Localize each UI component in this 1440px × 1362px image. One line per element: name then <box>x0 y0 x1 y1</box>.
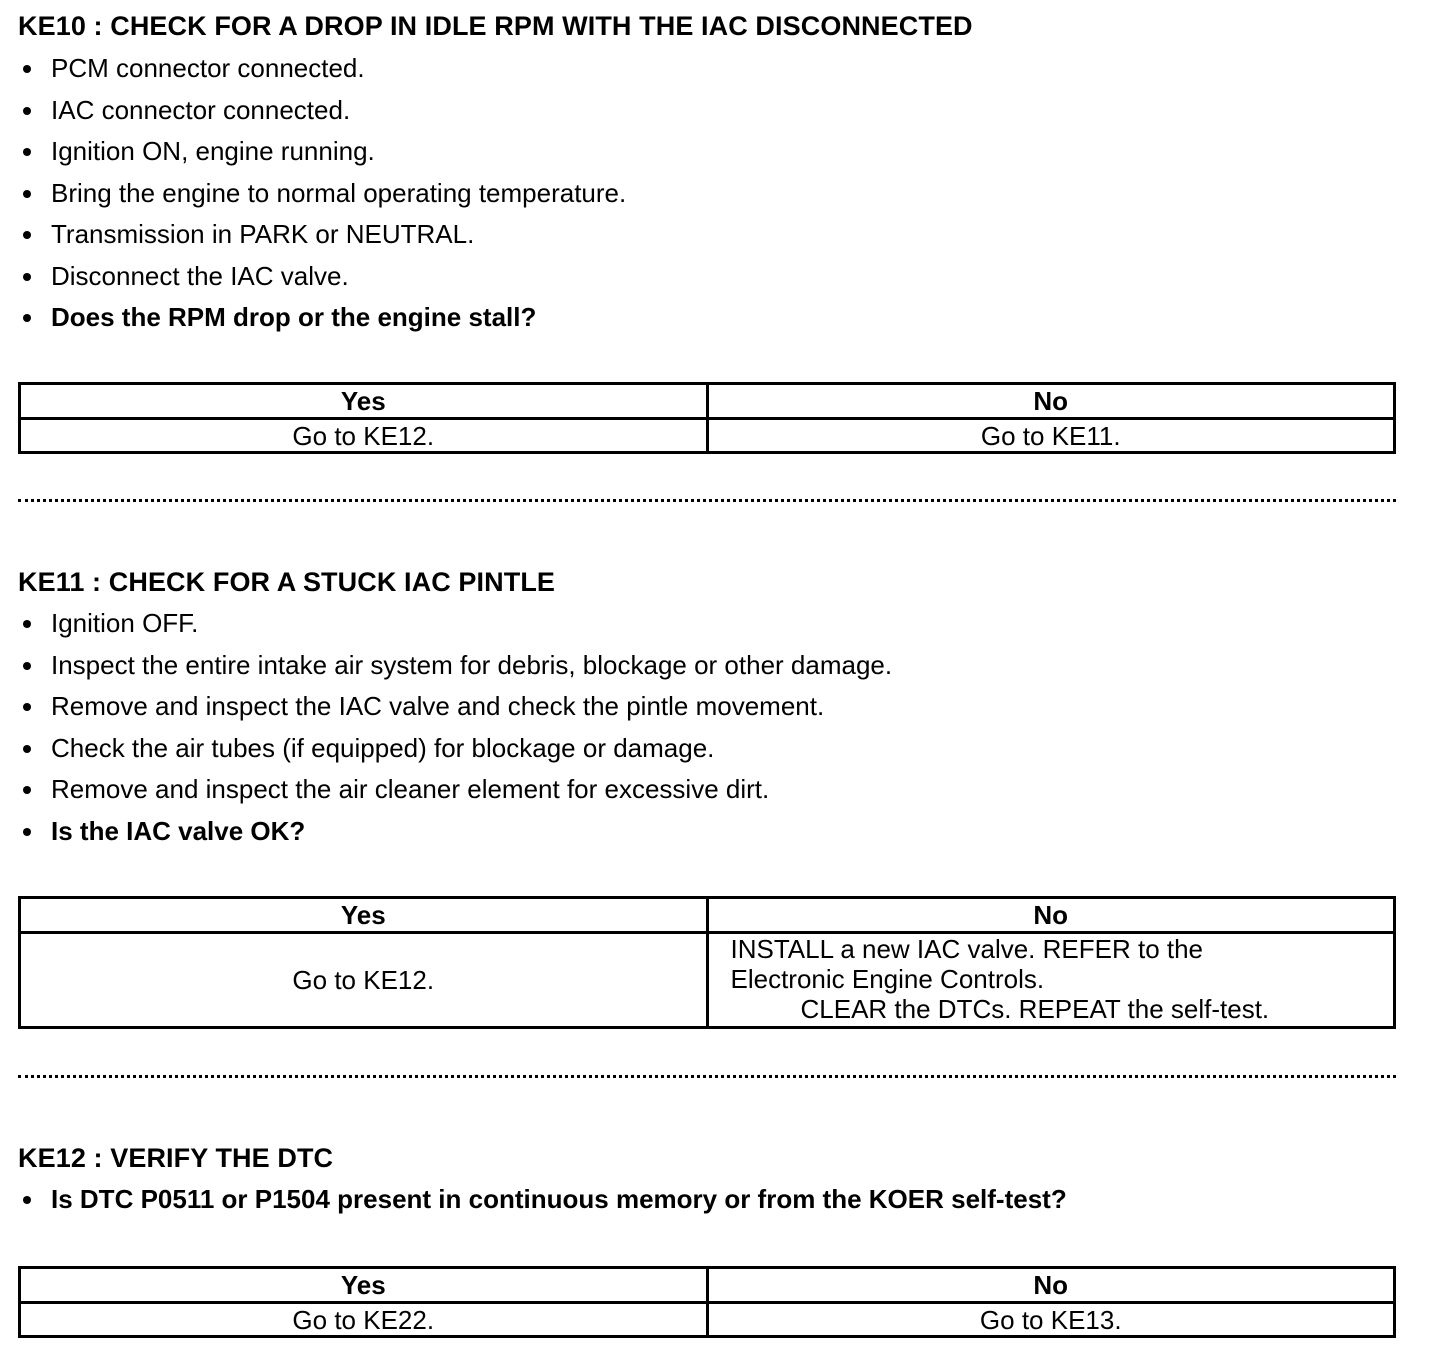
no-header: No <box>707 1268 1395 1303</box>
question-text: Is DTC P0511 or P1504 present in continuous memory or from the KOER self-test? <box>51 1184 1067 1214</box>
question-item <box>18 1184 1067 1226</box>
section-title: KE11 : CHECK FOR A STUCK IAC PINTLE <box>18 567 556 597</box>
bullet-icon <box>23 745 31 753</box>
step-text: Remove and inspect the IAC valve and check the pintle movement. <box>51 691 825 721</box>
step-list <box>18 1184 1067 1226</box>
yes-action: Go to KE12. <box>20 419 708 453</box>
bullet-icon <box>23 786 31 794</box>
bullet-icon <box>23 273 31 281</box>
no-action-line: Electronic Engine Controls. <box>730 964 1045 994</box>
step-item <box>18 178 626 220</box>
yes-header: Yes <box>20 384 708 419</box>
bullet-icon <box>23 314 31 322</box>
step-text: Ignition ON, engine running. <box>51 136 375 166</box>
bullet-icon <box>23 828 31 836</box>
step-item <box>18 261 626 303</box>
section-divider <box>18 499 1396 502</box>
step-item <box>18 136 626 178</box>
step-item <box>18 219 626 261</box>
step-text: Ignition OFF. <box>51 608 199 638</box>
step-text: IAC connector connected. <box>51 94 351 125</box>
yes-action: Go to KE22. <box>20 1303 708 1337</box>
step-list <box>18 608 892 857</box>
bullet-icon <box>23 662 31 670</box>
step-text: Bring the engine to normal operating temperature. <box>51 177 627 208</box>
no-action: Go to KE11. <box>707 419 1395 453</box>
bullet-icon <box>23 620 31 628</box>
section-divider <box>18 1075 1396 1078</box>
step-item <box>18 733 892 775</box>
yes-action: Go to KE12. <box>20 933 708 1028</box>
no-action: Go to KE13. <box>707 1303 1395 1337</box>
section-title: KE10 : CHECK FOR A DROP IN IDLE RPM WITH THE IAC DISCONNECTED <box>18 11 973 41</box>
no-header: No <box>707 898 1395 933</box>
bullet-icon <box>23 703 31 711</box>
question-item <box>18 816 892 858</box>
bullet-icon <box>23 1196 31 1204</box>
bullet-icon <box>23 190 31 198</box>
bullet-icon <box>23 231 31 239</box>
decision-table <box>18 896 1396 1029</box>
yes-header: Yes <box>20 1268 708 1303</box>
section-title: KE12 : VERIFY THE DTC <box>18 1143 334 1173</box>
decision-table <box>18 382 1396 454</box>
decision-table <box>18 1266 1396 1338</box>
no-action-line: CLEAR the DTCs. REPEAT the self-test. <box>800 994 1270 1024</box>
step-text: PCM connector connected. <box>51 53 365 83</box>
bullet-icon <box>23 107 31 115</box>
yes-header: Yes <box>20 898 708 933</box>
question-text: Does the RPM drop or the engine stall? <box>51 302 537 332</box>
bullet-icon <box>23 148 31 156</box>
step-item <box>18 95 626 137</box>
step-item <box>18 774 892 816</box>
step-text: Remove and inspect the air cleaner element for excessive dirt. <box>51 774 770 804</box>
no-action <box>707 933 1395 1028</box>
step-text: Transmission in PARK or NEUTRAL. <box>51 219 475 249</box>
step-list <box>18 53 626 344</box>
no-header: No <box>707 384 1395 419</box>
question-text: Is the IAC valve OK? <box>51 815 306 846</box>
no-action-line: INSTALL a new IAC valve. REFER to the <box>730 934 1204 964</box>
bullet-icon <box>23 65 31 73</box>
step-item <box>18 691 892 733</box>
question-item <box>18 302 626 344</box>
step-item <box>18 608 892 650</box>
step-text: Disconnect the IAC valve. <box>51 260 349 291</box>
step-text: Check the air tubes (if equipped) for blockage or damage. <box>51 732 715 763</box>
step-text: Inspect the entire intake air system for debris, blockage or other damage. <box>51 649 893 680</box>
step-item <box>18 53 626 95</box>
step-item <box>18 650 892 692</box>
